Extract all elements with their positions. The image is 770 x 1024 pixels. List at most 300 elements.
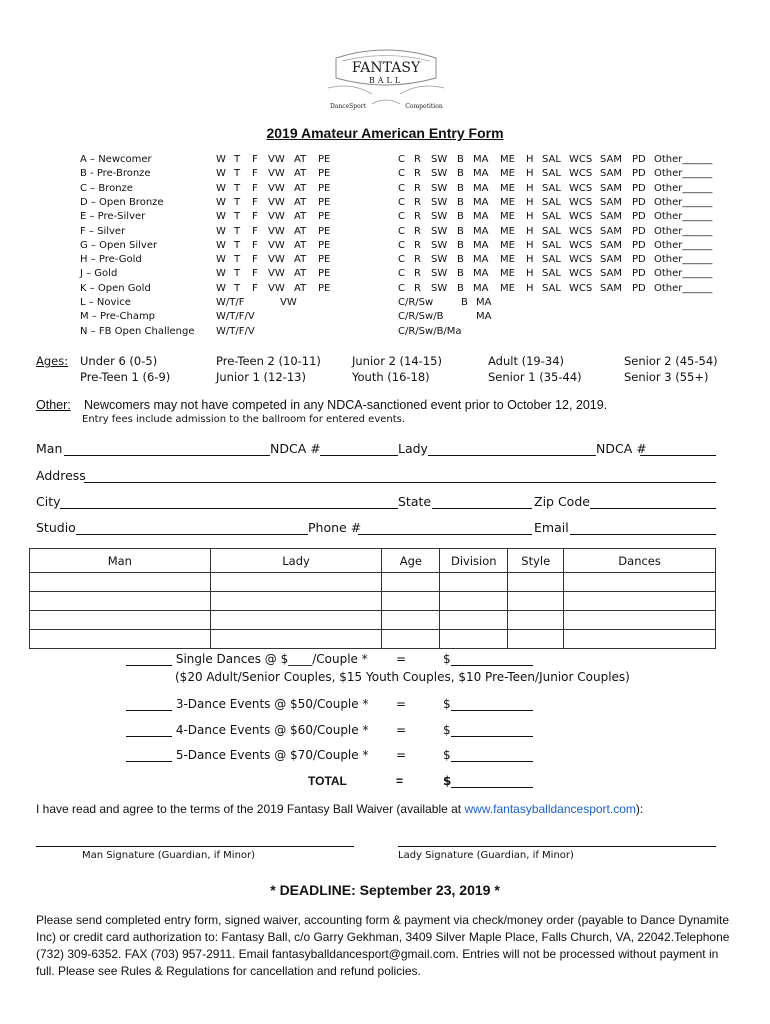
dance-option[interactable]: T xyxy=(234,168,241,180)
age-group: Pre-Teen 1 (6-9) xyxy=(80,370,171,384)
dance-option[interactable]: VW xyxy=(268,168,285,180)
table-cell[interactable] xyxy=(564,592,716,611)
dance-option[interactable]: PD xyxy=(632,254,646,266)
dance-option[interactable]: AT xyxy=(294,182,307,194)
dance-option[interactable]: MA xyxy=(476,297,492,308)
dance-option[interactable]: PD xyxy=(632,168,646,180)
dance-option[interactable]: SW xyxy=(431,254,448,266)
dance-option[interactable]: ME xyxy=(500,168,515,180)
dance-option[interactable]: B xyxy=(457,154,464,165)
table-cell[interactable] xyxy=(564,573,716,592)
table-cell[interactable] xyxy=(30,630,211,649)
dance-option[interactable]: PE xyxy=(318,182,331,194)
dance-option[interactable]: ME xyxy=(500,282,515,294)
dance-option[interactable]: SW xyxy=(431,182,448,194)
equals-sign: = xyxy=(396,652,407,666)
dance-option[interactable]: MA xyxy=(473,211,489,223)
dance-option[interactable]: ME xyxy=(500,154,515,165)
dance-option[interactable]: SAM xyxy=(600,225,623,237)
dance-option[interactable]: SAM xyxy=(600,282,623,294)
dance-option[interactable]: W/T/F/V xyxy=(216,325,255,337)
table-cell[interactable] xyxy=(508,592,564,611)
dance-option[interactable]: SAM xyxy=(600,154,623,165)
dance-option[interactable]: ME xyxy=(500,196,515,208)
dance-option[interactable]: VW xyxy=(268,239,285,251)
dance-option[interactable]: MA xyxy=(476,311,492,323)
dance-option[interactable]: MA xyxy=(473,168,489,180)
state-label: State xyxy=(398,494,432,509)
man-ndca-field[interactable] xyxy=(320,441,398,456)
man-name-field[interactable] xyxy=(64,441,270,456)
dance-option[interactable]: WCS xyxy=(569,282,593,294)
dance-option[interactable]: W xyxy=(216,239,226,251)
dance-option[interactable]: WCS xyxy=(569,196,593,208)
dance-option[interactable]: W xyxy=(216,154,226,165)
three-count-field[interactable] xyxy=(126,698,172,711)
lady-signature-line[interactable] xyxy=(398,846,716,847)
email-field[interactable] xyxy=(570,520,716,535)
dance-option[interactable]: F xyxy=(252,282,258,294)
dance-option[interactable]: AT xyxy=(294,268,307,280)
ndca-label: NDCA # xyxy=(270,441,321,456)
dance-option[interactable]: SW xyxy=(431,196,448,208)
dance-option[interactable]: R xyxy=(414,196,421,208)
dance-option[interactable]: B xyxy=(457,225,464,237)
dance-option[interactable]: VW xyxy=(268,268,285,280)
equals-sign: = xyxy=(396,723,407,737)
dance-option[interactable]: AT xyxy=(294,196,307,208)
dance-option[interactable]: T xyxy=(234,182,241,194)
level-name: J – Gold xyxy=(80,268,118,280)
dance-option[interactable]: SAL xyxy=(542,182,561,194)
table-cell[interactable] xyxy=(382,592,440,611)
dance-option[interactable]: PE xyxy=(318,154,331,165)
dance-option[interactable]: PE xyxy=(318,239,331,251)
lady-signature-label: Lady Signature (Guardian, if Minor) xyxy=(398,850,574,861)
table-cell[interactable] xyxy=(30,573,211,592)
four-dance-label: 4-Dance Events @ $60/Couple * xyxy=(175,723,369,737)
dance-option[interactable]: T xyxy=(234,268,241,280)
phone-field[interactable] xyxy=(358,520,532,535)
zip-field[interactable] xyxy=(590,494,716,509)
dance-option[interactable]: H xyxy=(526,268,534,280)
dance-option[interactable]: R xyxy=(414,282,421,294)
dance-option[interactable]: PD xyxy=(632,211,646,223)
dance-option[interactable]: B xyxy=(457,196,464,208)
table-cell[interactable] xyxy=(508,611,564,630)
dance-option[interactable]: PD xyxy=(632,154,646,165)
city-label: City xyxy=(36,494,61,509)
dance-option[interactable]: Other______ xyxy=(654,182,713,194)
newcomer-rule: Newcomers may not have competed in any NDCA-sanctioned event prior to October 12, 2019. xyxy=(84,398,608,412)
dance-option[interactable]: R xyxy=(414,168,421,180)
dance-option[interactable]: VW xyxy=(280,297,297,308)
dance-option[interactable]: PE xyxy=(318,268,331,280)
dance-option[interactable]: AT xyxy=(294,225,307,237)
dance-option[interactable]: ME xyxy=(500,254,515,266)
dance-option[interactable]: F xyxy=(252,268,258,280)
dance-option[interactable]: MA xyxy=(473,254,489,266)
entry-fee-note: Entry fees include admission to the ballroom for entered events. xyxy=(82,414,406,425)
svg-text:Competition: Competition xyxy=(405,103,443,110)
dance-option[interactable]: PE xyxy=(318,168,331,180)
dance-option[interactable]: MA xyxy=(473,282,489,294)
dance-option[interactable]: SAL xyxy=(542,211,561,223)
equals-sign: = xyxy=(396,774,404,788)
dance-option[interactable]: Other______ xyxy=(654,196,713,208)
dance-option[interactable]: H xyxy=(526,282,534,294)
dollar-sign: $ xyxy=(443,652,451,666)
address-field[interactable] xyxy=(84,468,716,483)
dance-option[interactable]: SAM xyxy=(600,254,623,266)
dance-option[interactable]: AT xyxy=(294,254,307,266)
dance-option[interactable]: Other______ xyxy=(654,239,713,251)
five-count-field[interactable] xyxy=(126,749,172,762)
dance-option[interactable]: R xyxy=(414,239,421,251)
dance-option[interactable]: C xyxy=(398,254,405,266)
dance-option[interactable]: VW xyxy=(268,182,285,194)
dance-option[interactable]: B xyxy=(457,211,464,223)
dance-option[interactable]: ME xyxy=(500,268,515,280)
dollar-sign: $ xyxy=(443,697,451,711)
svg-text:DanceSport: DanceSport xyxy=(329,103,367,110)
four-count-field[interactable] xyxy=(126,724,172,737)
ndca-label: NDCA # xyxy=(596,441,647,456)
dance-option[interactable]: Other______ xyxy=(654,211,713,223)
level-name: F – Silver xyxy=(80,225,126,237)
column-header-man: Man xyxy=(30,549,211,573)
table-cell[interactable] xyxy=(382,630,440,649)
dance-option[interactable]: B xyxy=(457,239,464,251)
dance-option[interactable]: Other______ xyxy=(654,282,713,294)
dance-option[interactable]: AT xyxy=(294,239,307,251)
dance-option[interactable]: R xyxy=(414,211,421,223)
dance-option[interactable]: R xyxy=(414,254,421,266)
dance-option[interactable]: VW xyxy=(268,154,285,165)
dance-option[interactable]: H xyxy=(526,254,534,266)
dance-option[interactable]: SAM xyxy=(600,211,623,223)
dance-option[interactable]: PD xyxy=(632,225,646,237)
dance-option[interactable]: SW xyxy=(431,211,448,223)
column-header-style: Style xyxy=(508,549,564,573)
single-dances-label: Single Dances @ $____/Couple * xyxy=(175,652,368,666)
column-header-dances: Dances xyxy=(564,549,716,573)
svg-text:FANTASY: FANTASY xyxy=(351,60,421,76)
dance-option[interactable]: SAL xyxy=(542,268,561,280)
table-cell[interactable] xyxy=(30,611,211,630)
table-row xyxy=(30,592,716,611)
level-name: H – Pre-Gold xyxy=(80,254,142,266)
dance-option[interactable]: Other______ xyxy=(654,168,713,180)
dance-option[interactable]: Other______ xyxy=(654,268,713,280)
dance-option[interactable]: VW xyxy=(268,211,285,223)
dance-option[interactable]: PD xyxy=(632,182,646,194)
dance-option[interactable]: AT xyxy=(294,282,307,294)
dance-option[interactable]: C xyxy=(398,282,405,294)
dance-option[interactable]: ME xyxy=(500,211,515,223)
dance-option[interactable]: WCS xyxy=(569,154,593,165)
level-name: A – Newcomer xyxy=(80,154,152,165)
dance-option[interactable]: PE xyxy=(318,225,331,237)
dance-option[interactable]: T xyxy=(234,225,241,237)
dance-option[interactable]: F xyxy=(252,254,258,266)
dance-option[interactable]: R xyxy=(414,182,421,194)
lady-label: Lady xyxy=(398,441,428,456)
waiver-text: I have read and agree to the terms of the 2019 Fantasy Ball Waiver (available at xyxy=(36,802,465,816)
level-name: D – Open Bronze xyxy=(80,196,164,208)
table-cell[interactable] xyxy=(564,611,716,630)
dance-option[interactable]: SAM xyxy=(600,268,623,280)
dance-option[interactable]: C xyxy=(398,225,405,237)
table-cell[interactable] xyxy=(382,573,440,592)
dance-option[interactable]: H xyxy=(526,168,534,180)
table-cell[interactable] xyxy=(440,630,508,649)
column-header-lady: Lady xyxy=(210,549,382,573)
dance-option[interactable]: VW xyxy=(268,196,285,208)
dance-option[interactable]: C xyxy=(398,168,405,180)
dance-option[interactable]: SAM xyxy=(600,239,623,251)
dance-option[interactable]: C/R/Sw/B/Ma xyxy=(398,325,462,337)
city-field[interactable] xyxy=(60,494,398,509)
table-cell[interactable] xyxy=(210,630,382,649)
dance-option[interactable]: WCS xyxy=(569,239,593,251)
dance-option[interactable]: W/T/F xyxy=(216,297,245,308)
dance-option[interactable]: MA xyxy=(473,225,489,237)
dance-option[interactable]: R xyxy=(414,154,421,165)
level-name: B - Pre-Bronze xyxy=(80,168,151,180)
age-group: Junior 2 (14-15) xyxy=(352,354,442,368)
address-label: Address xyxy=(36,468,86,483)
five-amount-field[interactable] xyxy=(451,749,533,762)
dance-option[interactable]: PD xyxy=(632,239,646,251)
dance-option[interactable]: PD xyxy=(632,196,646,208)
dance-option[interactable]: ME xyxy=(500,239,515,251)
dance-option[interactable]: MA xyxy=(473,182,489,194)
level-name: L – Novice xyxy=(80,297,131,308)
table-cell[interactable] xyxy=(508,573,564,592)
dance-option[interactable]: MA xyxy=(473,268,489,280)
dance-option[interactable]: F xyxy=(252,225,258,237)
dance-option[interactable]: Other______ xyxy=(654,225,713,237)
dance-option[interactable]: VW xyxy=(268,254,285,266)
table-cell[interactable] xyxy=(382,611,440,630)
dance-option[interactable]: W/T/F/V xyxy=(216,311,255,323)
lady-name-field[interactable] xyxy=(428,441,596,456)
dance-option[interactable]: SW xyxy=(431,225,448,237)
other-label: Other: xyxy=(36,398,71,412)
age-group: Youth (16-18) xyxy=(352,370,430,384)
email-label: Email xyxy=(534,520,569,535)
dance-option[interactable]: H xyxy=(526,225,534,237)
dance-option[interactable]: SW xyxy=(431,168,448,180)
dance-option[interactable]: SAL xyxy=(542,225,561,237)
dance-option[interactable]: Other______ xyxy=(654,154,713,165)
dance-option[interactable]: AT xyxy=(294,211,307,223)
dance-option[interactable]: B xyxy=(457,168,464,180)
dance-option[interactable]: C xyxy=(398,239,405,251)
state-field[interactable] xyxy=(432,494,532,509)
table-row xyxy=(30,630,716,649)
dance-option[interactable]: W xyxy=(216,254,226,266)
dance-option[interactable]: H xyxy=(526,154,534,165)
dance-option[interactable]: MA xyxy=(473,154,489,165)
dollar-sign: $ xyxy=(443,723,451,737)
dance-option[interactable]: B xyxy=(457,182,464,194)
level-name: N – FB Open Challenge xyxy=(80,325,195,337)
lady-ndca-field[interactable] xyxy=(640,441,716,456)
svg-text:BALL: BALL xyxy=(368,76,404,85)
dance-option[interactable]: W xyxy=(216,268,226,280)
dollar-sign: $ xyxy=(443,748,451,762)
table-cell[interactable] xyxy=(440,611,508,630)
dance-option[interactable]: W xyxy=(216,196,226,208)
dance-option[interactable]: T xyxy=(234,282,241,294)
dance-option[interactable]: PD xyxy=(632,282,646,294)
dance-option[interactable]: H xyxy=(526,211,534,223)
dance-option[interactable]: T xyxy=(234,211,241,223)
dance-option[interactable]: ME xyxy=(500,225,515,237)
dance-option[interactable]: H xyxy=(526,239,534,251)
man-signature-line[interactable] xyxy=(36,846,354,847)
dance-option[interactable]: WCS xyxy=(569,211,593,223)
dance-option[interactable]: SAM xyxy=(600,196,623,208)
dance-option[interactable]: T xyxy=(234,254,241,266)
form-title: 2019 Amateur American Entry Form xyxy=(266,125,504,141)
age-group: Pre-Teen 2 (10-11) xyxy=(216,354,321,368)
dance-option[interactable]: C xyxy=(398,268,405,280)
dance-option[interactable]: Other______ xyxy=(654,254,713,266)
studio-field[interactable] xyxy=(76,520,308,535)
single-amount-field[interactable] xyxy=(451,653,533,666)
equals-sign: = xyxy=(396,748,407,762)
dance-option[interactable]: T xyxy=(234,196,241,208)
dance-option[interactable]: B xyxy=(457,268,464,280)
dance-option[interactable]: VW xyxy=(268,225,285,237)
table-cell[interactable] xyxy=(440,592,508,611)
dance-option[interactable]: C xyxy=(398,182,405,194)
dance-option[interactable]: C xyxy=(398,154,405,165)
table-cell[interactable] xyxy=(210,592,382,611)
dance-option[interactable]: SW xyxy=(431,239,448,251)
dance-option[interactable]: W xyxy=(216,182,226,194)
dance-option[interactable]: W xyxy=(216,225,226,237)
table-row xyxy=(30,573,716,592)
dance-option[interactable]: C xyxy=(398,196,405,208)
age-group: Senior 2 (45-54) xyxy=(624,354,718,368)
dance-option[interactable]: R xyxy=(414,268,421,280)
dance-option[interactable]: B xyxy=(457,282,464,294)
dance-option[interactable]: ME xyxy=(500,182,515,194)
dance-option[interactable]: PE xyxy=(318,196,331,208)
dance-option[interactable]: VW xyxy=(268,282,285,294)
dance-option[interactable]: SAL xyxy=(542,254,561,266)
entries-table xyxy=(29,548,716,649)
dance-option[interactable]: C/R/Sw xyxy=(398,297,434,308)
dance-option[interactable]: F xyxy=(252,154,258,165)
dance-option[interactable]: SW xyxy=(431,154,448,165)
dance-option[interactable]: PE xyxy=(318,254,331,266)
dance-option[interactable]: AT xyxy=(294,154,307,165)
dance-option[interactable]: F xyxy=(252,196,258,208)
table-cell[interactable] xyxy=(210,573,382,592)
table-cell[interactable] xyxy=(30,592,211,611)
dance-option[interactable]: WCS xyxy=(569,225,593,237)
table-cell[interactable] xyxy=(440,573,508,592)
fantasy-ball-logo xyxy=(322,48,450,112)
dance-option[interactable]: H xyxy=(526,182,534,194)
dance-option[interactable]: SAL xyxy=(542,168,561,180)
dance-option[interactable]: PD xyxy=(632,268,646,280)
dance-option[interactable]: C xyxy=(398,211,405,223)
dance-option[interactable]: W xyxy=(216,211,226,223)
dance-option[interactable]: F xyxy=(252,239,258,251)
dance-option[interactable]: F xyxy=(252,182,258,194)
dance-option[interactable]: SW xyxy=(431,282,448,294)
dance-option[interactable]: SAL xyxy=(542,196,561,208)
dance-option[interactable]: WCS xyxy=(569,254,593,266)
dance-option[interactable]: F xyxy=(252,168,258,180)
four-amount-field[interactable] xyxy=(451,724,533,737)
level-name: M – Pre-Champ xyxy=(80,311,156,323)
table-cell[interactable] xyxy=(508,630,564,649)
dance-option[interactable]: W xyxy=(216,282,226,294)
dance-option[interactable]: R xyxy=(414,225,421,237)
dance-option[interactable]: PE xyxy=(318,282,331,294)
man-signature-label: Man Signature (Guardian, if Minor) xyxy=(82,850,256,861)
level-name: K – Open Gold xyxy=(80,282,151,294)
three-dance-label: 3-Dance Events @ $50/Couple * xyxy=(175,697,369,711)
dance-option[interactable]: WCS xyxy=(569,168,593,180)
dance-option[interactable]: MA xyxy=(473,196,489,208)
dance-option[interactable]: T xyxy=(234,239,241,251)
five-dance-label: 5-Dance Events @ $70/Couple * xyxy=(175,748,369,762)
dance-option[interactable]: WCS xyxy=(569,268,593,280)
dance-option[interactable]: SAM xyxy=(600,168,623,180)
age-group: Under 6 (0-5) xyxy=(80,354,158,368)
single-count-field[interactable] xyxy=(126,653,172,666)
dance-option[interactable]: B xyxy=(457,254,464,266)
total-amount-field[interactable] xyxy=(451,775,533,788)
dance-option[interactable]: F xyxy=(252,211,258,223)
dance-option[interactable]: SAL xyxy=(542,239,561,251)
age-group: Adult (19-34) xyxy=(488,354,565,368)
dance-option[interactable]: MA xyxy=(473,239,489,251)
dance-option[interactable]: C/R/Sw/B xyxy=(398,311,444,323)
dollar-sign: $ xyxy=(443,774,452,788)
dance-option[interactable]: AT xyxy=(294,168,307,180)
dance-option[interactable]: SW xyxy=(431,268,448,280)
dance-option[interactable]: B xyxy=(461,297,468,308)
dance-option[interactable]: SAM xyxy=(600,182,623,194)
dance-option[interactable]: SAL xyxy=(542,282,561,294)
dance-option[interactable]: H xyxy=(526,196,534,208)
dance-option[interactable]: WCS xyxy=(569,182,593,194)
dance-option[interactable]: PE xyxy=(318,211,331,223)
waiver-statement xyxy=(36,802,643,816)
age-group: Senior 3 (55+) xyxy=(624,370,709,384)
table-cell[interactable] xyxy=(564,630,716,649)
waiver-link[interactable]: www.fantasyballdancesport.com xyxy=(464,802,636,816)
dance-option[interactable]: SAL xyxy=(542,154,561,165)
three-amount-field[interactable] xyxy=(451,698,533,711)
table-cell[interactable] xyxy=(210,611,382,630)
age-group: Senior 1 (35-44) xyxy=(488,370,582,384)
instructions: Please send completed entry form, signed waiver, accounting form & payment via check/money order (payable to Dance Dynamite Inc) or credit card authorization to: Fantasy Ball, c/o Garry Gekhman, 3409 Silver Maple Place, Falls Church, VA, 22042.Telephone (732) 309-6352. FAX (703) 957-2911. Email fantasyballdancesport@gmail.com. Entries will not be processed without payment in full. Please see Rules & Regulations for cancellation and refund policies. xyxy=(36,913,730,978)
dance-option[interactable]: W xyxy=(216,168,226,180)
man-label: Man xyxy=(36,441,63,456)
single-price-note: ($20 Adult/Senior Couples, $15 Youth Couples, $10 Pre-Teen/Junior Couples) xyxy=(175,670,630,684)
dance-option[interactable]: T xyxy=(234,154,241,165)
